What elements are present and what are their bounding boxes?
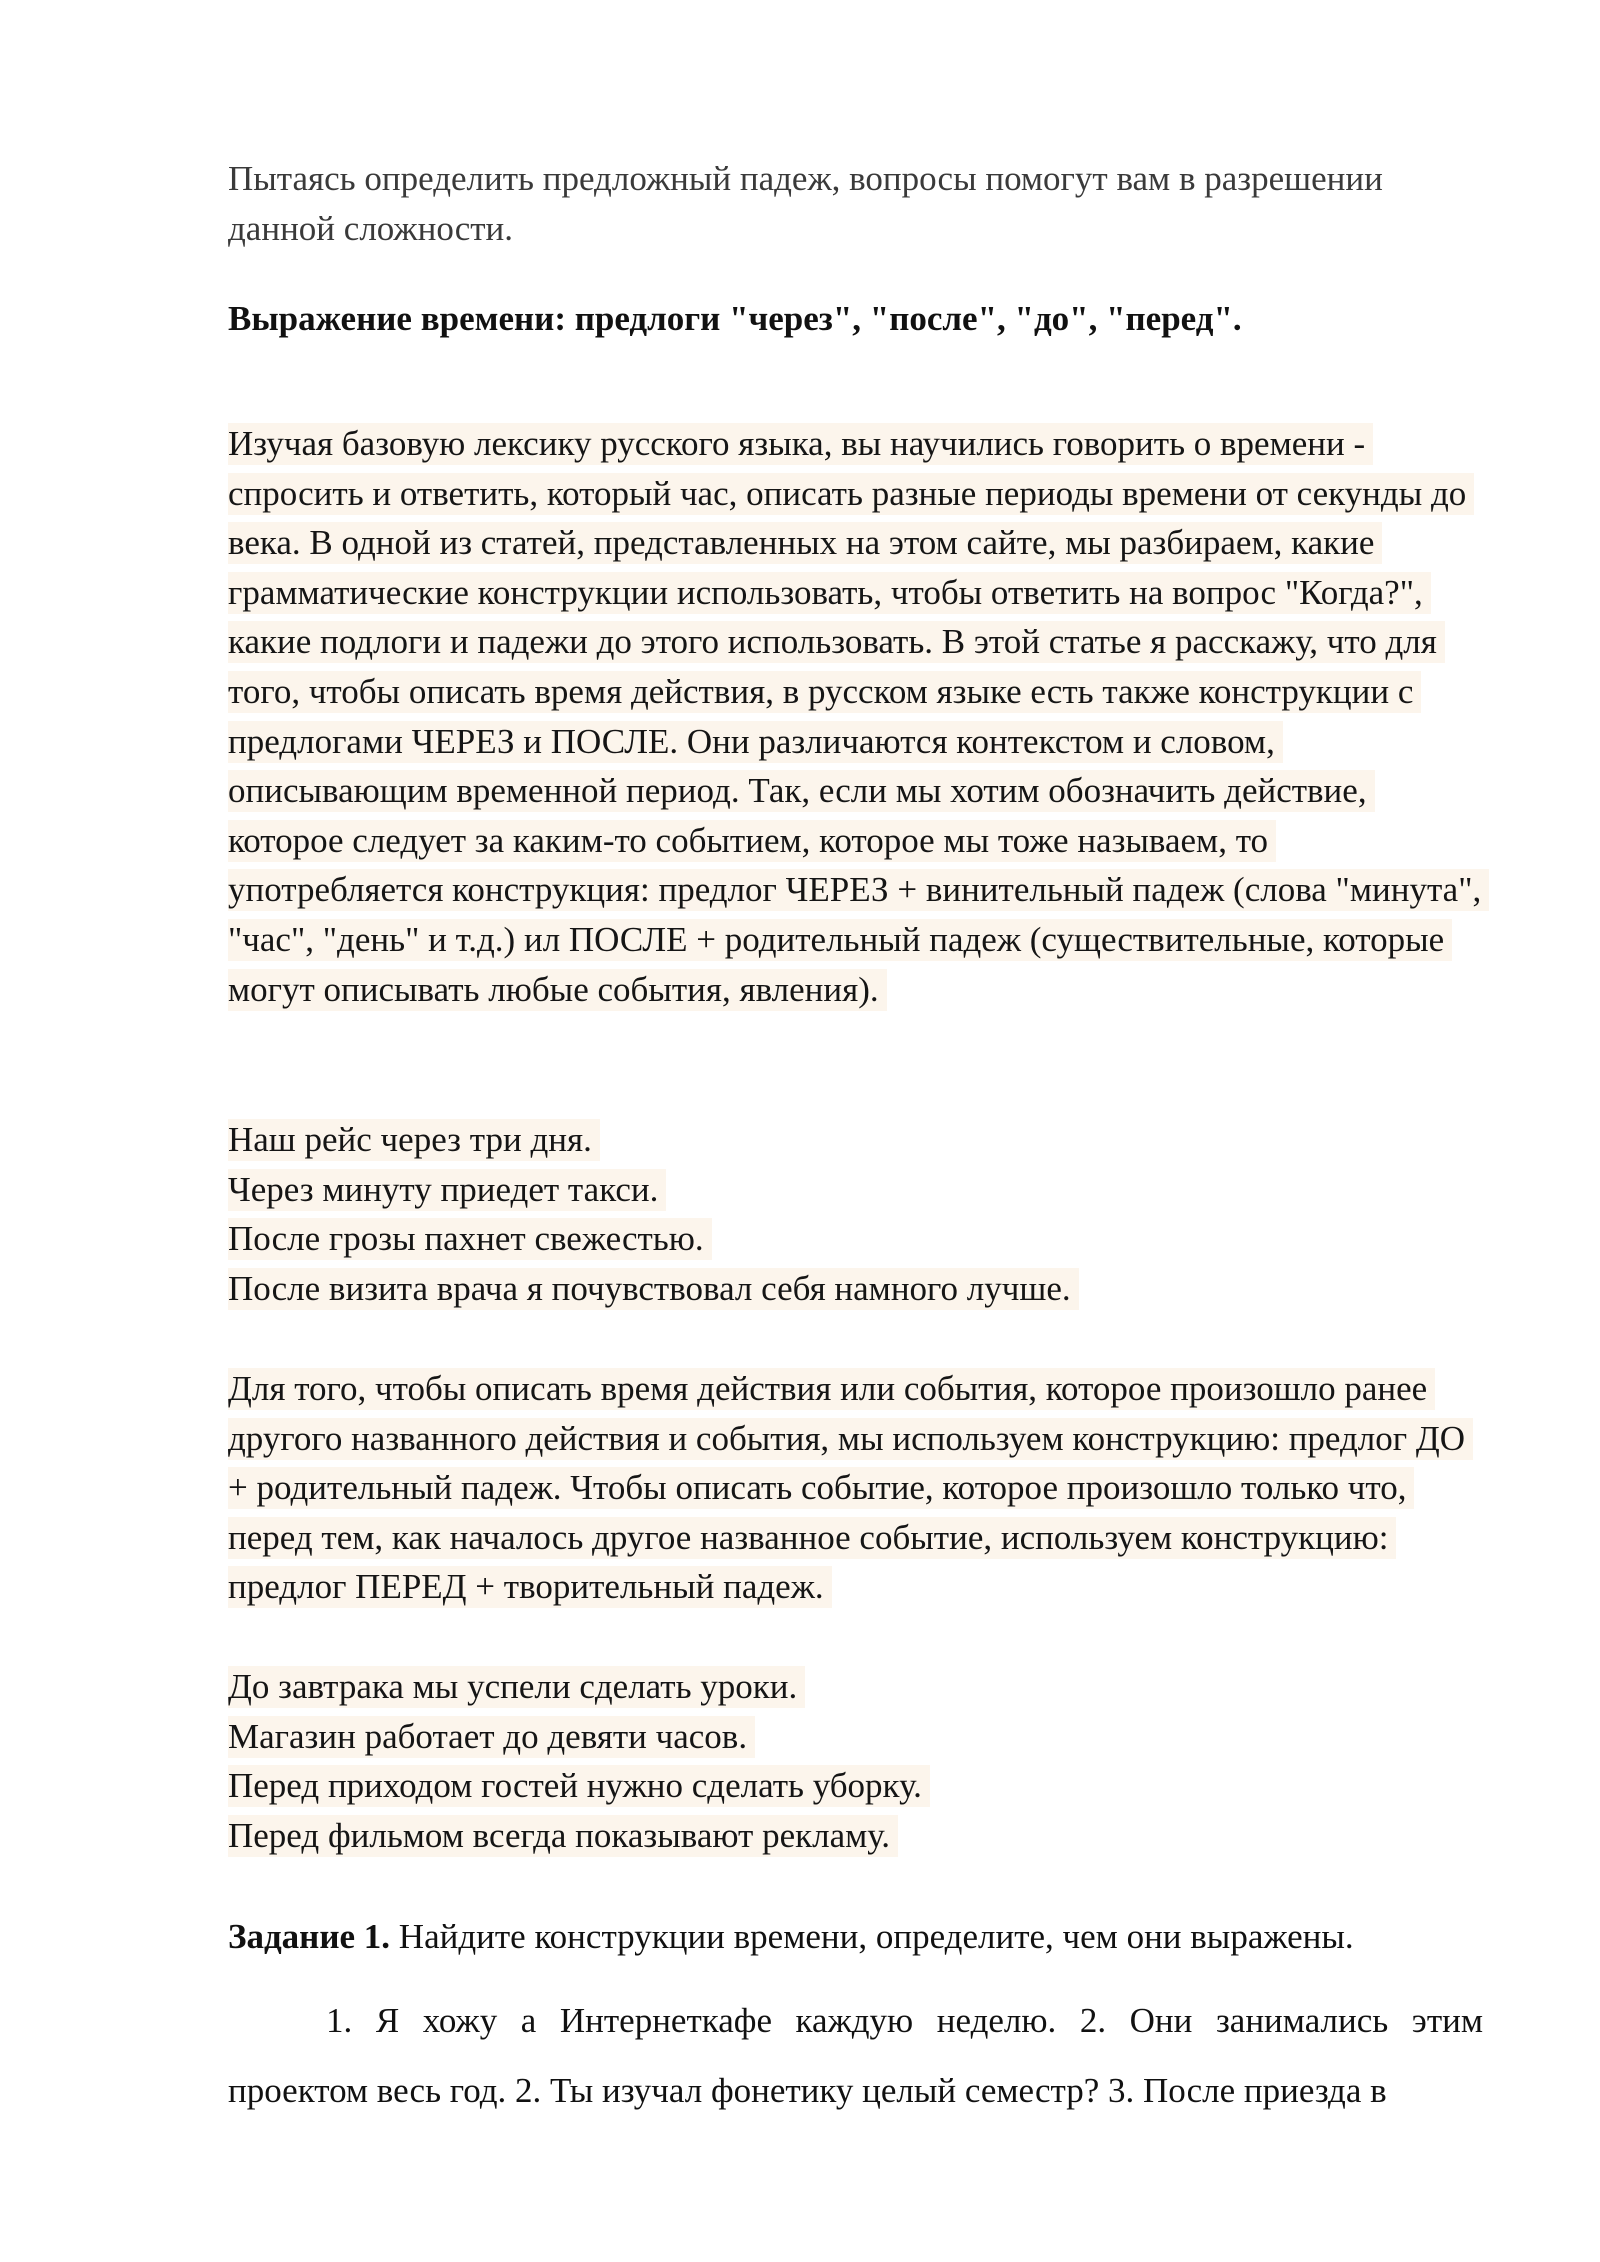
intro-paragraph: Пытаясь определить предложный падеж, вопросы помогут вам в разрешении данной сложности. <box>228 159 1383 248</box>
task-label: Задание 1. <box>228 1917 391 1956</box>
task-exercise-text: 1. Я хожу а Интернеткафе каждую неделю. 2. Они занимались этим проектом весь год. 2. Ты изучал фонетику целый семестр? 3. После приезда в <box>228 2001 1483 2110</box>
example-sentence <box>228 1662 1488 1712</box>
example-sentence <box>228 1115 1488 1165</box>
example-sentence <box>228 1712 1488 1762</box>
example-text: Через минуту приедет такси. <box>228 1169 666 1211</box>
example-text: Наш рейс через три дня. <box>228 1119 600 1161</box>
explanation-paragraph-1-text: Изучая базовую лексику русского языка, вы научились говорить о времени - спросить и ответить, который час, описать разные периоды времени от секунды до века. В одной из статей, представленных на этом сайте, мы разбираем, какие грамматические конструкции использовать, чтобы ответить на вопрос "Когда?", какие подлоги и падежи до этого использовать. В этой статье я расскажу, что для того, чтобы описать время действия, в русском языке есть также конструкции с предлогами ЧЕРЕЗ и ПОСЛЕ. Они различаются контекстом и словом, описывающим временной период. Так, если мы хотим обозначить действие, которое следует за каким-то событием, которое мы тоже называем, то употребляется конструкция: предлог ЧЕРЕЗ + винительный падеж (слова "минута", "час", "день" и т.д.) ил ПОСЛЕ + родительный падеж (существительные, которые могут описывать любые события, явления). <box>228 423 1489 1011</box>
examples-block-1 <box>228 1115 1488 1313</box>
task-heading <box>228 1912 1488 1962</box>
explanation-paragraph-2 <box>228 1364 1488 1612</box>
explanation-paragraph-2-text: Для того, чтобы описать время действия или события, которое произошло ранее другого названного действия и события, мы используем конструкцию: предлог ДО + родительный падеж. Чтобы описать событие, которое произошло только что, перед тем, как началось другое названное событие, используем конструкцию: предлог ПЕРЕД + творительный падеж. <box>228 1368 1473 1608</box>
examples-block-2 <box>228 1662 1488 1860</box>
example-text: Перед фильмом всегда показывают рекламу. <box>228 1815 898 1857</box>
document-page <box>228 0 1488 2262</box>
example-sentence <box>228 1214 1488 1264</box>
example-sentence <box>228 1264 1488 1314</box>
section-heading: Выражение времени: предлоги "через", "после", "до", "перед". <box>228 299 1242 338</box>
example-text: После визита врача я почувствовал себя намного лучше. <box>228 1268 1079 1310</box>
task-instruction: Найдите конструкции времени, определите, чем они выражены. <box>390 1917 1354 1956</box>
example-sentence <box>228 1811 1488 1861</box>
example-sentence <box>228 1761 1488 1811</box>
example-text: До завтрака мы успели сделать уроки. <box>228 1666 805 1708</box>
example-text: После грозы пахнет свежестью. <box>228 1218 712 1260</box>
example-text: Перед приходом гостей нужно сделать уборку. <box>228 1765 930 1807</box>
example-text: Магазин работает до девяти часов. <box>228 1716 755 1758</box>
example-sentence <box>228 1165 1488 1215</box>
explanation-paragraph-1 <box>228 419 1488 1014</box>
